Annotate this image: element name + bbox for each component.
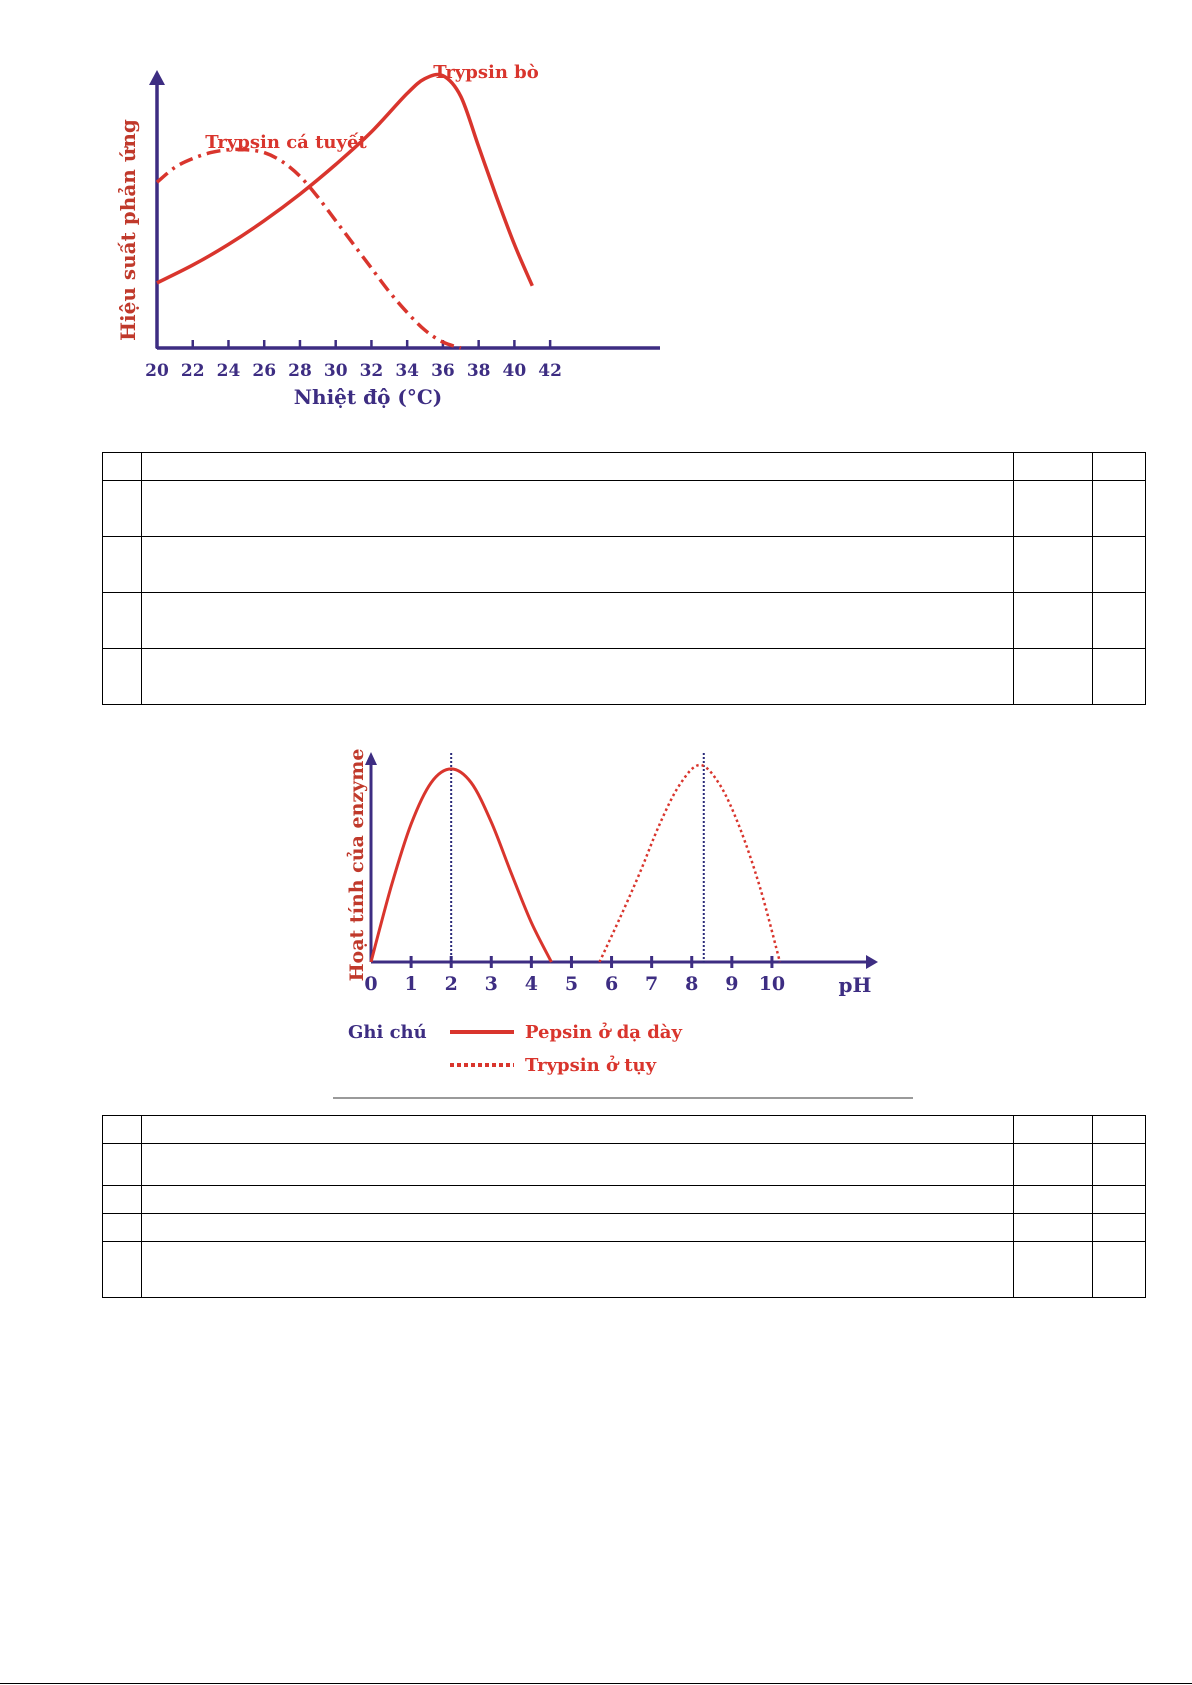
legend-title: Ghi chú <box>348 1022 427 1043</box>
legend-label-1: Pepsin ở dạ dày <box>525 1022 682 1043</box>
page-bottom-rule <box>0 1683 1192 1684</box>
y-axis-label: Hoạt tính của enzyme <box>346 748 368 982</box>
x-axis-arrow <box>866 955 878 969</box>
x-tick-label: 6 <box>604 973 619 995</box>
x-tick-label: 3 <box>484 973 498 995</box>
table-cell <box>1014 1144 1093 1186</box>
x-tick-label: 40 <box>502 361 527 381</box>
series-line-2 <box>600 765 780 962</box>
x-tick-label: 28 <box>288 361 312 381</box>
table-cell <box>142 453 1014 481</box>
y-axis-arrow <box>149 70 165 85</box>
table-row <box>103 1116 1146 1144</box>
table-cell <box>142 1242 1014 1298</box>
x-tick-label: 10 <box>758 973 786 995</box>
table-row <box>103 453 1146 481</box>
series-line-1 <box>157 149 461 348</box>
table-cell <box>142 1186 1014 1214</box>
table-cell <box>1093 1214 1146 1242</box>
table-cell <box>103 1214 142 1242</box>
table-cell <box>103 481 142 537</box>
table-cell <box>103 593 142 649</box>
x-tick-label: 30 <box>323 361 348 381</box>
x-tick-label: 20 <box>145 361 169 381</box>
table-cell <box>1014 1116 1093 1144</box>
table-cell <box>1014 481 1093 537</box>
series-label-2: Trypsin bò <box>433 62 539 83</box>
table-cell <box>1093 453 1146 481</box>
legend-label-2: Trypsin ở tụy <box>525 1055 657 1076</box>
ph-chart-svg <box>320 740 920 1080</box>
table-cell <box>1093 1116 1146 1144</box>
table-cell <box>142 593 1014 649</box>
table-cell <box>1093 481 1146 537</box>
table-cell <box>1014 453 1093 481</box>
x-tick-label: 34 <box>395 361 420 381</box>
x-tick-label: 1 <box>404 973 418 995</box>
table-cell <box>142 481 1014 537</box>
table-cell <box>103 1186 142 1214</box>
x-axis-label: Nhiệt độ (°C) <box>293 385 443 409</box>
series-line-2 <box>157 74 532 285</box>
x-tick-label: 26 <box>252 361 277 381</box>
x-tick-label: 2 <box>444 973 458 995</box>
table-cell <box>1093 649 1146 705</box>
table-cell <box>103 1116 142 1144</box>
table-row <box>103 1242 1146 1298</box>
x-tick-label: 9 <box>725 973 739 995</box>
x-tick-label: 4 <box>524 973 538 995</box>
ph-chart <box>320 740 920 1080</box>
answer-table-1 <box>102 452 1146 705</box>
table-cell <box>1014 1242 1093 1298</box>
table-cell <box>1093 537 1146 593</box>
table-cell <box>103 1144 142 1186</box>
table-row <box>103 1214 1146 1242</box>
x-axis-label: pH <box>838 973 872 997</box>
x-tick-label: 7 <box>645 973 659 995</box>
answer-table-2 <box>102 1115 1146 1298</box>
series-line-1 <box>371 769 551 962</box>
table-cell <box>1014 649 1093 705</box>
table-cell <box>142 1144 1014 1186</box>
temperature-chart <box>100 50 660 450</box>
temperature-chart-svg <box>100 50 660 450</box>
x-tick-label: 8 <box>685 973 699 995</box>
series-label-1: Trypsin cá tuyết <box>205 132 367 153</box>
table-cell <box>1014 1186 1093 1214</box>
table-cell <box>1093 1144 1146 1186</box>
table-cell <box>142 537 1014 593</box>
table-cell <box>103 649 142 705</box>
table-cell <box>142 649 1014 705</box>
x-tick-label: 36 <box>431 361 455 381</box>
table-cell <box>1093 593 1146 649</box>
x-tick-label: 22 <box>180 361 205 381</box>
table-row <box>103 1144 1146 1186</box>
table-cell <box>142 1116 1014 1144</box>
table-cell <box>1093 1186 1146 1214</box>
table-row <box>103 481 1146 537</box>
x-tick-label: 0 <box>364 973 378 995</box>
x-tick-label: 24 <box>216 361 241 381</box>
x-tick-label: 5 <box>564 973 579 995</box>
table-cell <box>142 1214 1014 1242</box>
table-cell <box>103 453 142 481</box>
table-row <box>103 1186 1146 1214</box>
table-row <box>103 537 1146 593</box>
table-cell <box>1093 1242 1146 1298</box>
table-cell <box>1014 1214 1093 1242</box>
table-cell <box>103 537 142 593</box>
x-tick-label: 38 <box>466 361 491 381</box>
separator-line <box>333 1097 913 1099</box>
table-cell <box>1014 537 1093 593</box>
table-row <box>103 593 1146 649</box>
table-cell <box>1014 593 1093 649</box>
table-row <box>103 649 1146 705</box>
y-axis-label: Hiệu suất phản ứng <box>116 119 140 341</box>
table-cell <box>103 1242 142 1298</box>
x-tick-label: 42 <box>538 361 562 381</box>
x-tick-label: 32 <box>359 361 384 381</box>
